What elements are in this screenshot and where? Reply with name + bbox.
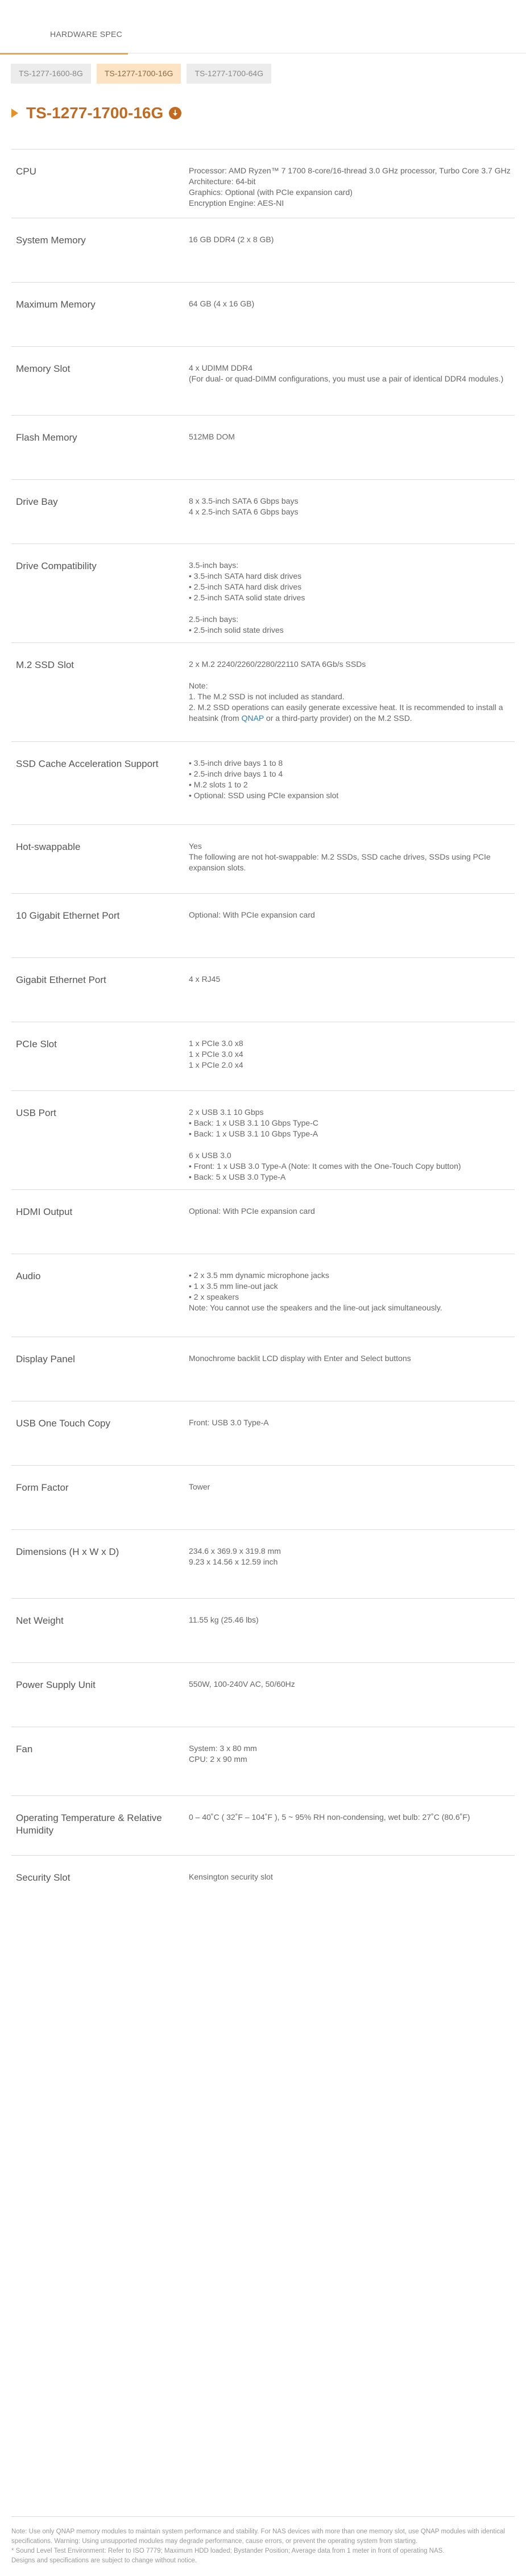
spec-value-line: 6 x USB 3.0 — [189, 1151, 231, 1160]
spec-value-line: • M.2 slots 1 to 2 — [189, 780, 248, 789]
spec-value — [189, 1743, 513, 1765]
spec-value — [189, 758, 513, 801]
spec-row — [11, 479, 515, 544]
spec-row — [11, 1090, 515, 1189]
spec-value-line: 0 – 40˚C ( 32˚F – 104˚F ), 5 ~ 95% RH non-condensing, wet bulb: 27˚C (80.6˚F) — [189, 1812, 470, 1822]
spec-value — [189, 1353, 513, 1364]
spec-value-line: • 3.5-inch SATA hard disk drives — [189, 571, 302, 580]
spec-value — [189, 1107, 513, 1183]
spec-label: 10 Gigabit Ethernet Port — [16, 910, 120, 921]
qnap-link[interactable]: QNAP — [241, 714, 264, 723]
spec-value-line: 234.6 x 369.9 x 319.8 mm — [189, 1546, 281, 1555]
spec-value-line: • Back: 1 x USB 3.1 10 Gbps Type-C — [189, 1118, 318, 1127]
model-heading — [11, 103, 181, 123]
spec-value-line: 4 x RJ45 — [189, 974, 221, 984]
spec-row — [11, 1855, 515, 1919]
spec-value-line: Optional: With PCIe expansion card — [189, 1206, 315, 1216]
spec-value-line: • 2.5-inch SATA hard disk drives — [189, 582, 302, 591]
spec-row — [11, 544, 515, 642]
spec-value-line: Monochrome backlit LCD display with Enter and Select buttons — [189, 1354, 411, 1363]
spec-value-line: 4 x 2.5-inch SATA 6 Gbps bays — [189, 507, 299, 516]
spec-value-line: 2 x M.2 2240/2260/2280/22110 SATA 6Gb/s SSDs — [189, 659, 366, 669]
tab-hardware-spec-label: HARDWARE SPEC — [50, 30, 123, 39]
spec-row — [11, 957, 515, 1022]
spec-row — [11, 149, 515, 218]
model-chip[interactable]: TS-1277-1600-8G — [11, 64, 91, 84]
spec-value — [189, 234, 513, 245]
spec-value-line: Kensington security slot — [189, 1872, 273, 1881]
spec-value-line: • Front: 1 x USB 3.0 Type-A (Note: It comes with the One-Touch Copy button) — [189, 1162, 461, 1171]
spec-value-line: • 3.5-inch drive bays 1 to 8 — [189, 758, 283, 768]
model-chip[interactable]: TS-1277-1700-64G — [187, 64, 271, 84]
spec-value — [189, 1679, 513, 1690]
spec-value-line: 8 x 3.5-inch SATA 6 Gbps bays — [189, 496, 299, 505]
spec-value — [189, 363, 513, 384]
spec-label: Security Slot — [16, 1872, 71, 1883]
spec-value-line: • 2 x speakers — [189, 1292, 239, 1301]
spec-row — [11, 1662, 515, 1727]
spec-value-line: • Back: 5 x USB 3.0 Type-A — [189, 1172, 286, 1181]
spec-value-line: 9.23 x 14.56 x 12.59 inch — [189, 1557, 278, 1566]
spec-value-line: Graphics: Optional (with PCIe expansion card) — [189, 188, 353, 197]
spec-label: Display Panel — [16, 1354, 75, 1364]
spec-value — [189, 1270, 513, 1313]
spec-label: USB Port — [16, 1107, 56, 1118]
spec-value-line: • Optional: SSD using PCIe expansion slot — [189, 791, 339, 800]
spec-value-line: 1. The M.2 SSD is not included as standard. — [189, 692, 345, 701]
spec-value-line: 550W, 100-240V AC, 50/60Hz — [189, 1679, 295, 1689]
spec-row — [11, 282, 515, 346]
spec-value-line: 1 x PCIe 3.0 x8 — [189, 1039, 243, 1048]
spec-value-line: 3.5-inch bays: — [189, 561, 239, 570]
spec-value-line: • Back: 1 x USB 3.1 10 Gbps Type-A — [189, 1129, 318, 1138]
spec-row — [11, 824, 515, 893]
spec-value — [189, 659, 513, 724]
spec-value-line: CPU: 2 x 90 mm — [189, 1754, 247, 1764]
spec-row — [11, 1189, 515, 1254]
download-icon[interactable] — [169, 107, 181, 119]
spec-row — [11, 1465, 515, 1529]
spec-value-line: Note: You cannot use the speakers and the line-out jack simultaneously. — [189, 1303, 442, 1312]
spec-label: USB One Touch Copy — [16, 1418, 110, 1429]
spec-spacer — [189, 1139, 513, 1150]
spec-label: Dimensions (H x W x D) — [16, 1546, 119, 1557]
spec-value-line: Architecture: 64-bit — [189, 177, 256, 186]
spec-row — [11, 1598, 515, 1662]
spec-value-line: Yes — [189, 841, 202, 851]
spec-label: Net Weight — [16, 1615, 64, 1626]
footnote-line: Note: Use only QNAP memory modules to maintain system performance and stability. For NAS devices with more than one memory slot, use QNAP modules with identical specifications. Warning: Using unsupported modules may degrade performance, cause errors, or prevent the operating system from starting. — [11, 2528, 505, 2545]
spec-row — [11, 218, 515, 282]
spec-row — [11, 1022, 515, 1090]
spec-label: Fan — [16, 1744, 33, 1754]
spec-value-line: • 2 x 3.5 mm dynamic microphone jacks — [189, 1271, 329, 1280]
spec-value-line: 2 x USB 3.1 10 Gbps — [189, 1107, 264, 1117]
spec-value — [189, 1417, 513, 1428]
spec-value-line: • 1 x 3.5 mm line-out jack — [189, 1281, 278, 1291]
spec-value-line: 16 GB DDR4 (2 x 8 GB) — [189, 235, 274, 244]
spec-value-line: Optional: With PCIe expansion card — [189, 910, 315, 919]
spec-value-line: 64 GB (4 x 16 GB) — [189, 299, 255, 308]
spec-row — [11, 415, 515, 479]
spec-row — [11, 1727, 515, 1795]
spec-row — [11, 346, 515, 415]
spec-value-line: • 2.5-inch drive bays 1 to 4 — [189, 769, 283, 778]
spec-row — [11, 741, 515, 824]
spec-value — [189, 1615, 513, 1625]
model-title: TS-1277-1700-16G — [26, 104, 164, 122]
model-selector — [11, 64, 277, 84]
spec-value — [189, 432, 513, 442]
spec-value-line: 2. M.2 SSD operations can easily generate excessive heat. It is recommended to install a heatsink (from QNAP or a third-party provider) on the M.2 SSD. — [189, 703, 506, 723]
spec-row — [11, 1529, 515, 1598]
spec-value-line: 1 x PCIe 3.0 x4 — [189, 1050, 243, 1059]
spec-value-line: Processor: AMD Ryzen™ 7 1700 8-core/16-thread 3.0 GHz processor, Turbo Core 3.7 GHz — [189, 166, 511, 175]
spec-value-line: Front: USB 3.0 Type-A — [189, 1418, 269, 1427]
spec-value-line: Tower — [189, 1482, 210, 1491]
spec-value-line: The following are not hot-swappable: M.2 SSDs, SSD cache drives, SSDs using PCIe expansion slots. — [189, 852, 493, 872]
spec-label: Flash Memory — [16, 432, 77, 443]
spec-value-line: 1 x PCIe 2.0 x4 — [189, 1060, 243, 1069]
spec-value-line: • 2.5-inch SATA solid state drives — [189, 593, 305, 602]
spec-label: Gigabit Ethernet Port — [16, 974, 106, 985]
spec-value-line: 2.5-inch bays: — [189, 615, 239, 624]
spec-table — [11, 149, 515, 1919]
spec-label: SSD Cache Acceleration Support — [16, 758, 159, 769]
spec-label: CPU — [16, 166, 36, 177]
spec-value-line: System: 3 x 80 mm — [189, 1744, 257, 1753]
spec-label: PCIe Slot — [16, 1039, 57, 1050]
spec-label: HDMI Output — [16, 1206, 73, 1217]
spec-row — [11, 893, 515, 957]
triangle-bullet-icon — [11, 109, 18, 118]
spec-value-line: (For dual- or quad-DIMM configurations, you must use a pair of identical DDR4 modules.) — [189, 374, 504, 383]
footnote-line: * Sound Level Test Environment: Refer to ISO 7779; Maximum HDD loaded; Bystander Position; Average data from 1 meter in front of operating NAS. — [11, 2548, 445, 2554]
spec-spacer — [189, 603, 513, 614]
spec-row — [11, 1401, 515, 1465]
spec-value-line: 512MB DOM — [189, 432, 235, 441]
spec-label: Operating Temperature & Relative Humidity — [16, 1812, 162, 1836]
spec-label: Hot-swappable — [16, 841, 81, 852]
spec-value — [189, 974, 513, 985]
spec-label: Audio — [16, 1271, 41, 1281]
spec-label: Drive Bay — [16, 496, 58, 507]
spec-row — [11, 1254, 515, 1337]
spec-value — [189, 165, 513, 209]
spec-label: Memory Slot — [16, 363, 71, 374]
spec-label: System Memory — [16, 235, 86, 246]
spec-value — [189, 1206, 513, 1217]
spec-spacer — [189, 670, 513, 681]
footnote — [11, 2516, 515, 2566]
spec-value — [189, 1872, 513, 1882]
spec-value — [189, 910, 513, 920]
spec-value — [189, 1038, 513, 1071]
spec-value — [189, 560, 513, 636]
tab-hardware-spec[interactable] — [0, 0, 128, 55]
spec-value-line: 4 x UDIMM DDR4 — [189, 363, 253, 372]
spec-value-line: • 2.5-inch solid state drives — [189, 625, 284, 634]
footnote-line: Designs and specifications are subject to change without notice. — [11, 2557, 197, 2564]
spec-row — [11, 642, 515, 741]
model-chip-active[interactable]: TS-1277-1700-16G — [97, 64, 181, 84]
spec-value — [189, 496, 513, 517]
spec-value-line: Note: — [189, 681, 208, 690]
spec-row — [11, 1795, 515, 1855]
spec-value-line: Encryption Engine: AES-NI — [189, 198, 284, 208]
spec-label: Form Factor — [16, 1482, 69, 1493]
spec-value-line: 11.55 kg (25.46 lbs) — [189, 1615, 259, 1624]
spec-label: Drive Compatibility — [16, 561, 97, 571]
spec-value — [189, 1482, 513, 1492]
spec-value — [189, 298, 513, 309]
spec-row — [11, 1337, 515, 1401]
spec-label: Maximum Memory — [16, 299, 96, 310]
spec-value — [189, 1546, 513, 1567]
spec-label: M.2 SSD Slot — [16, 659, 74, 670]
spec-value — [189, 841, 513, 873]
spec-value — [189, 1812, 513, 1823]
spec-label: Power Supply Unit — [16, 1679, 96, 1690]
